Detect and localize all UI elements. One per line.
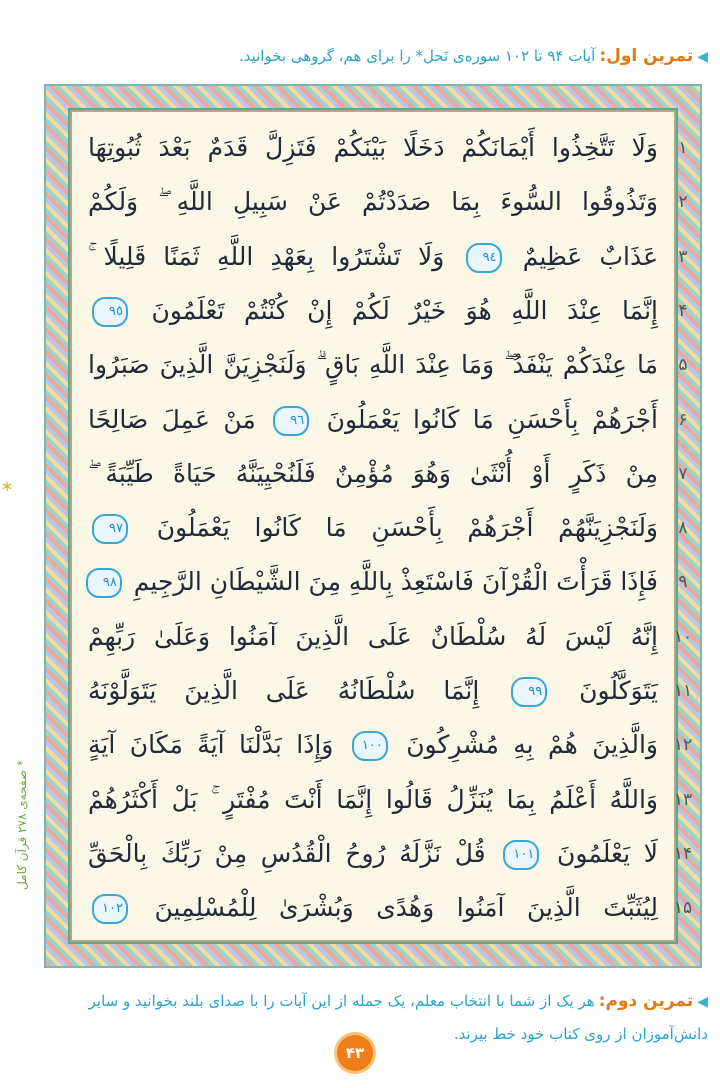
verse-text: وَلَا تَتَّخِذُوا أَيْمَانَكُمْ دَخَلًا بَيْنَكُمْ فَتَزِلَّ قَدَمٌ بَعْدَ ثُبُوتِهَا xyxy=(88,133,658,162)
side-star-marker: * xyxy=(2,478,12,502)
verse-line xyxy=(88,834,658,874)
verse-text: عَذَابٌ عَظِيمٌ xyxy=(522,241,659,271)
verse-line xyxy=(88,345,658,385)
side-note xyxy=(12,720,32,930)
verse-text: مَا عِنْدَكُمْ يَنْفَدُ ۖ وَمَا عِنْدَ اللَّهِ بَاقٍ ۗ وَلَنَجْزِيَنَّ الَّذِينَ صَبَرُوا xyxy=(88,350,658,380)
line-number: ۴ xyxy=(678,300,688,321)
ayah-number-marker: ٩٤ xyxy=(466,243,502,273)
exercise-1-text: آیات ۹۴ تا ۱۰۲ سوره‌ی نَحل* را برای هم، گروهی بخوانید. xyxy=(238,47,596,65)
line-number: ۶ xyxy=(678,409,688,430)
line-number: ۹ xyxy=(678,572,688,593)
verse-line xyxy=(88,617,658,657)
verse-line xyxy=(88,400,658,440)
verse-text: لِيُثَبِّتَ الَّذِينَ آمَنُوا وَهُدًى وَبُشْرَىٰ لِلْمُسْلِمِينَ xyxy=(154,893,658,923)
verse-text: وَالَّذِينَ هُمْ بِهِ مُشْرِكُونَ xyxy=(406,730,658,760)
verse-line xyxy=(88,508,658,548)
line-number: ۵ xyxy=(678,355,688,376)
ayah-number-marker: ١٠٠ xyxy=(352,731,388,761)
line-number: ۱۱ xyxy=(673,681,693,701)
exercise-2-label: تمرین دوم: xyxy=(598,991,694,1011)
line-number: ۱۴ xyxy=(673,843,693,864)
verse-text: لَا يَعْلَمُونَ xyxy=(557,838,659,868)
verse-text: مِنْ ذَكَرٍ أَوْ أُنْثَىٰ وَهُوَ مُؤْمِنٌ فَلَنُحْيِيَنَّهُ حَيَاةً طَيِّبَةً ۖ xyxy=(88,458,658,488)
verse-line xyxy=(88,780,658,820)
verse-text: وَإِذَا بَدَّلْنَا آيَةً مَكَانَ آيَةٍ xyxy=(88,730,334,760)
triangle-bullet-icon: ◀ xyxy=(697,994,708,1010)
verse-line xyxy=(88,562,658,602)
verse-text: وَاللَّهُ أَعْلَمُ بِمَا يُنَزِّلُ قَالُوا إِنَّمَا أَنْتَ مُفْتَرٍ ۚ بَلْ أَكْثَرُهُمْ xyxy=(88,784,658,814)
page-number-badge: ۴۳ xyxy=(337,1035,373,1071)
line-number: ۱ xyxy=(678,138,688,158)
ayah-number-marker: ١٠١ xyxy=(503,840,539,870)
line-number: ۱۵ xyxy=(673,898,693,919)
verse-text: فَإِذَا قَرَأْتَ الْقُرْآنَ فَاسْتَعِذْ بِاللَّهِ مِنَ الشَّيْطَانِ الرَّجِيمِ xyxy=(133,567,658,597)
ayah-number-marker: ١٠٢ xyxy=(92,894,128,924)
verse-text: وَتَذُوقُوا السُّوءَ بِمَا صَدَدْتُمْ عَنْ سَبِيلِ اللَّهِ ۖ وَلَكُمْ xyxy=(88,187,658,217)
verse-text: إِنَّهُ لَيْسَ لَهُ سُلْطَانٌ عَلَى الَّذِينَ آمَنُوا وَعَلَىٰ رَبِّهِمْ xyxy=(88,621,658,651)
side-note-text: * صفحه‌ی ۲۷۸ قرآن کامل xyxy=(15,760,29,890)
verse-line xyxy=(88,888,658,928)
triangle-bullet-icon: ◀ xyxy=(697,49,708,65)
line-number: ۸ xyxy=(678,518,688,539)
verse-text: مَنْ عَمِلَ صَالِحًا xyxy=(88,404,256,434)
verse-text: إِنَّمَا سُلْطَانُهُ عَلَى الَّذِينَ يَتَوَلَّوْنَهُ xyxy=(88,676,480,705)
exercise-2-text: هر یک از شما با انتخاب معلم، یک جمله از این آیات را با صدای بلند بخوانید و سایر دانش‌آموزان از روی کتاب خود خط بیرند. xyxy=(88,992,708,1043)
line-number: ۱۰ xyxy=(673,626,693,647)
verse-text: إِنَّمَا عِنْدَ اللَّهِ هُوَ خَيْرٌ لَكُمْ إِنْ كُنْتُمْ تَعْلَمُونَ xyxy=(151,295,658,325)
line-number: ۳ xyxy=(678,246,688,267)
verse-text: وَلَا تَشْتَرُوا بِعَهْدِ اللَّهِ ثَمَنًا قَلِيلًا ۚ xyxy=(88,241,445,271)
verse-text: وَلَنَجْزِيَنَّهُمْ أَجْرَهُمْ بِأَحْسَنِ مَا كَانُوا يَعْمَلُونَ xyxy=(156,513,659,543)
verse-line xyxy=(88,237,658,277)
line-number: ۱۳ xyxy=(673,789,693,810)
exercise-1-label: تمرین اول: xyxy=(599,46,694,66)
line-number: ۲ xyxy=(678,192,688,213)
line-number: ۷ xyxy=(678,463,688,484)
ayah-number-marker: ٩٧ xyxy=(92,514,128,544)
exercise-1-instruction xyxy=(239,46,708,66)
ayah-number-marker: ٩٨ xyxy=(86,568,122,598)
verse-line xyxy=(88,128,658,168)
ayah-number-marker: ٩٥ xyxy=(92,297,128,327)
verse-line xyxy=(88,291,658,331)
verse-text: يَتَوَكَّلُونَ xyxy=(579,676,658,705)
ayah-number-marker: ٩٦ xyxy=(273,406,309,436)
verse-line xyxy=(88,725,658,765)
verse-line xyxy=(88,671,658,711)
ayah-number-marker: ٩٩ xyxy=(511,677,547,707)
verse-line xyxy=(88,454,658,494)
verse-text: قُلْ نَزَّلَهُ رُوحُ الْقُدُسِ مِنْ رَبِّكَ بِالْحَقِّ xyxy=(88,838,486,868)
line-number: ۱۲ xyxy=(673,735,693,756)
verse-line xyxy=(88,182,658,222)
verse-text: أَجْرَهُمْ بِأَحْسَنِ مَا كَانُوا يَعْمَلُونَ xyxy=(326,404,658,434)
